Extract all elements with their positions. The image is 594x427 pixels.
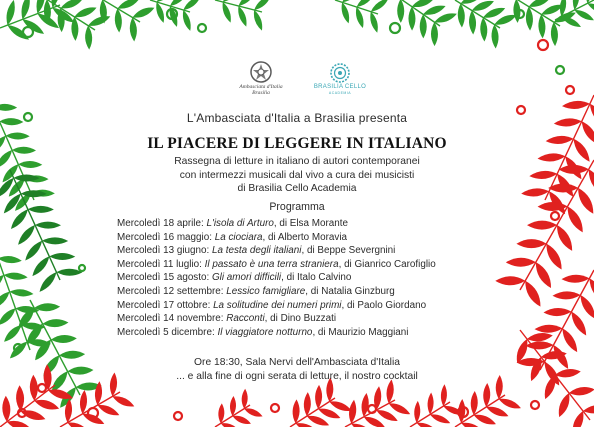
leaf-shape (526, 331, 553, 342)
leaf-shape (561, 274, 589, 283)
footer-block (0, 356, 594, 383)
event-author: , di Paolo Giordano (341, 299, 427, 311)
event-date: Mercoledì 15 agosto: (117, 272, 212, 284)
event-book-title: Il passato è una terra straniera (204, 258, 339, 270)
leaf-shape (525, 6, 533, 30)
embassy-logo (226, 60, 296, 96)
event-date: Mercoledì 16 maggio: (117, 231, 215, 243)
event-book-title: Gli amori difficili (211, 272, 282, 284)
event-date: Mercoledì 17 ottobre: (117, 299, 214, 311)
event-item (117, 312, 436, 326)
ring-dot (271, 404, 279, 412)
leaf-shape (568, 385, 594, 396)
ring-dot (551, 212, 559, 220)
event-item (117, 258, 436, 272)
ring-dot (38, 384, 46, 392)
leaf-shape (218, 403, 225, 423)
event-item (117, 231, 436, 245)
event-book-title: L'isola di Arturo (206, 218, 274, 229)
embassy-caption-line2: Brasilia (252, 90, 270, 96)
leaf-shape (568, 310, 589, 338)
cello-academy-ring-icon (329, 62, 351, 84)
leaf-shape (15, 223, 37, 247)
leaf-shape (468, 10, 476, 34)
leaf-shape (457, 3, 465, 27)
venue-line: Ore 18:30, Sala Nervi dell'Ambasciata d'Italia (194, 357, 400, 368)
leaf-shape (292, 399, 300, 423)
event-book-title: Il viaggiatore notturno (217, 326, 313, 338)
leaf-shape (9, 288, 34, 297)
leaf-shape (0, 306, 18, 328)
leaf-shape (3, 272, 28, 281)
leaf-shape (538, 14, 546, 38)
logo-row (0, 60, 594, 110)
leaf-shape (230, 396, 237, 416)
leaf-shape (431, 22, 438, 46)
leaf-shape (42, 319, 68, 328)
ring-dot (538, 40, 548, 50)
academy-tag: ACADEMIA (328, 91, 352, 95)
subtitle-line: di Brasilia Cello Academia (237, 183, 357, 194)
leaf-shape (30, 254, 52, 278)
leaf-shape (483, 383, 491, 407)
leaf-shape (414, 401, 421, 423)
leaf-shape (495, 276, 525, 285)
leaf-shape (532, 260, 555, 290)
leaf-shape (506, 258, 536, 267)
event-book-title: La testa degli italiani (211, 245, 302, 257)
leaf-shape (114, 8, 123, 32)
leaf-shape (534, 324, 562, 333)
event-author: , di Natalia Ginzburg (305, 285, 395, 297)
event-author: , di Elsa Morante (273, 218, 348, 229)
leaf-shape (79, 390, 88, 414)
leaf-shape (303, 392, 311, 416)
leaf-shape (427, 392, 434, 414)
leaf-shape (408, 7, 415, 31)
subtitle-line: con intermezzi musicali dal vivo a cura dei musicisti (179, 169, 415, 181)
event-item (117, 285, 436, 299)
ring-dot (390, 23, 400, 33)
leaf-shape (37, 270, 59, 294)
leaf-shape (129, 17, 138, 41)
leaf-shape (35, 222, 61, 229)
academy-logo (300, 62, 380, 95)
leaf-shape (251, 9, 264, 32)
leaf-shape (553, 223, 576, 253)
presenter-line: L'Ambasciata d'Italia a Brasilia presenta (186, 111, 408, 125)
leaf-shape (315, 385, 323, 409)
cocktail-line: ... e alla fine di ogni serata di letture, il nostro cocktail (176, 370, 418, 382)
leaf-shape (241, 389, 248, 409)
program-heading: Programma (269, 201, 325, 213)
page-title: IL PIACERE DI LEGGERE IN ITALIANO (147, 135, 447, 152)
ring-dot (23, 27, 33, 37)
leaf-shape (23, 238, 45, 262)
event-author: , di Gianrico Carofiglio (338, 258, 436, 270)
leaf-shape (527, 221, 557, 230)
leaf-shape (42, 237, 68, 244)
leaf-shape (521, 278, 544, 308)
leaf-shape (2, 396, 11, 422)
leaf-shape (480, 17, 488, 41)
leaf-shape (543, 308, 571, 317)
leaf-shape (470, 391, 478, 415)
event-date: Mercoledì 11 luglio: (117, 258, 205, 270)
leaf-shape (552, 291, 580, 300)
ring-dot (198, 24, 206, 32)
ring-dot (79, 265, 85, 271)
event-author: , di Italo Calvino (281, 272, 352, 284)
leaf-shape (85, 25, 93, 49)
ring-dot (531, 401, 539, 409)
leaf-shape (559, 326, 580, 354)
leaf-shape (0, 255, 22, 264)
leaf-shape (49, 253, 75, 260)
leaf-shape (51, 334, 77, 343)
event-author: , di Alberto Moravia (262, 231, 348, 243)
leaf-shape (491, 24, 499, 48)
leaf-shape (368, 11, 380, 34)
event-author: , di Beppe Severgnini (301, 245, 396, 257)
event-book-title: Racconti (226, 313, 265, 325)
event-author: , di Maurizio Maggiani (312, 326, 409, 338)
subtitle-block (0, 155, 594, 196)
event-date: Mercoledì 5 dicembre: (117, 326, 218, 338)
italian-republic-emblem-icon (249, 60, 273, 84)
event-date: Mercoledì 12 settembre: (117, 285, 227, 297)
subtitle-line: Rassegna di letture in italiano di autori contemporanei (174, 156, 420, 167)
event-item (117, 326, 436, 340)
ring-dot (174, 412, 182, 420)
event-list (117, 217, 436, 339)
leaf-shape (420, 14, 427, 38)
academy-name: BRASILIA CELLO (313, 84, 367, 90)
event-date: Mercoledì 13 giugno: (117, 245, 212, 257)
leaf-shape (180, 9, 193, 32)
event-date: Mercoledì 14 novembre: (117, 313, 227, 325)
leaf-shape (550, 22, 558, 46)
leaf-shape (397, 0, 404, 23)
leaf-shape (516, 239, 546, 248)
event-date: Mercoledì 18 aprile: (117, 218, 207, 229)
event-book-title: Lessico famigliare (226, 285, 306, 297)
embassy-caption-line1: Ambasciata d'Italia (239, 84, 283, 90)
leaf-shape (440, 384, 447, 406)
event-item (117, 244, 436, 258)
leaf-shape (19, 0, 32, 20)
event-item (117, 299, 436, 313)
event-book-title: La solitudine dei numeri primi (213, 299, 342, 311)
leaf-shape (543, 241, 566, 271)
event-item (117, 271, 436, 285)
event-author: , di Dino Buzzati (264, 313, 337, 325)
leaf-shape (16, 385, 25, 411)
event-item (117, 217, 436, 231)
event-book-title: La ciociara (214, 231, 263, 243)
